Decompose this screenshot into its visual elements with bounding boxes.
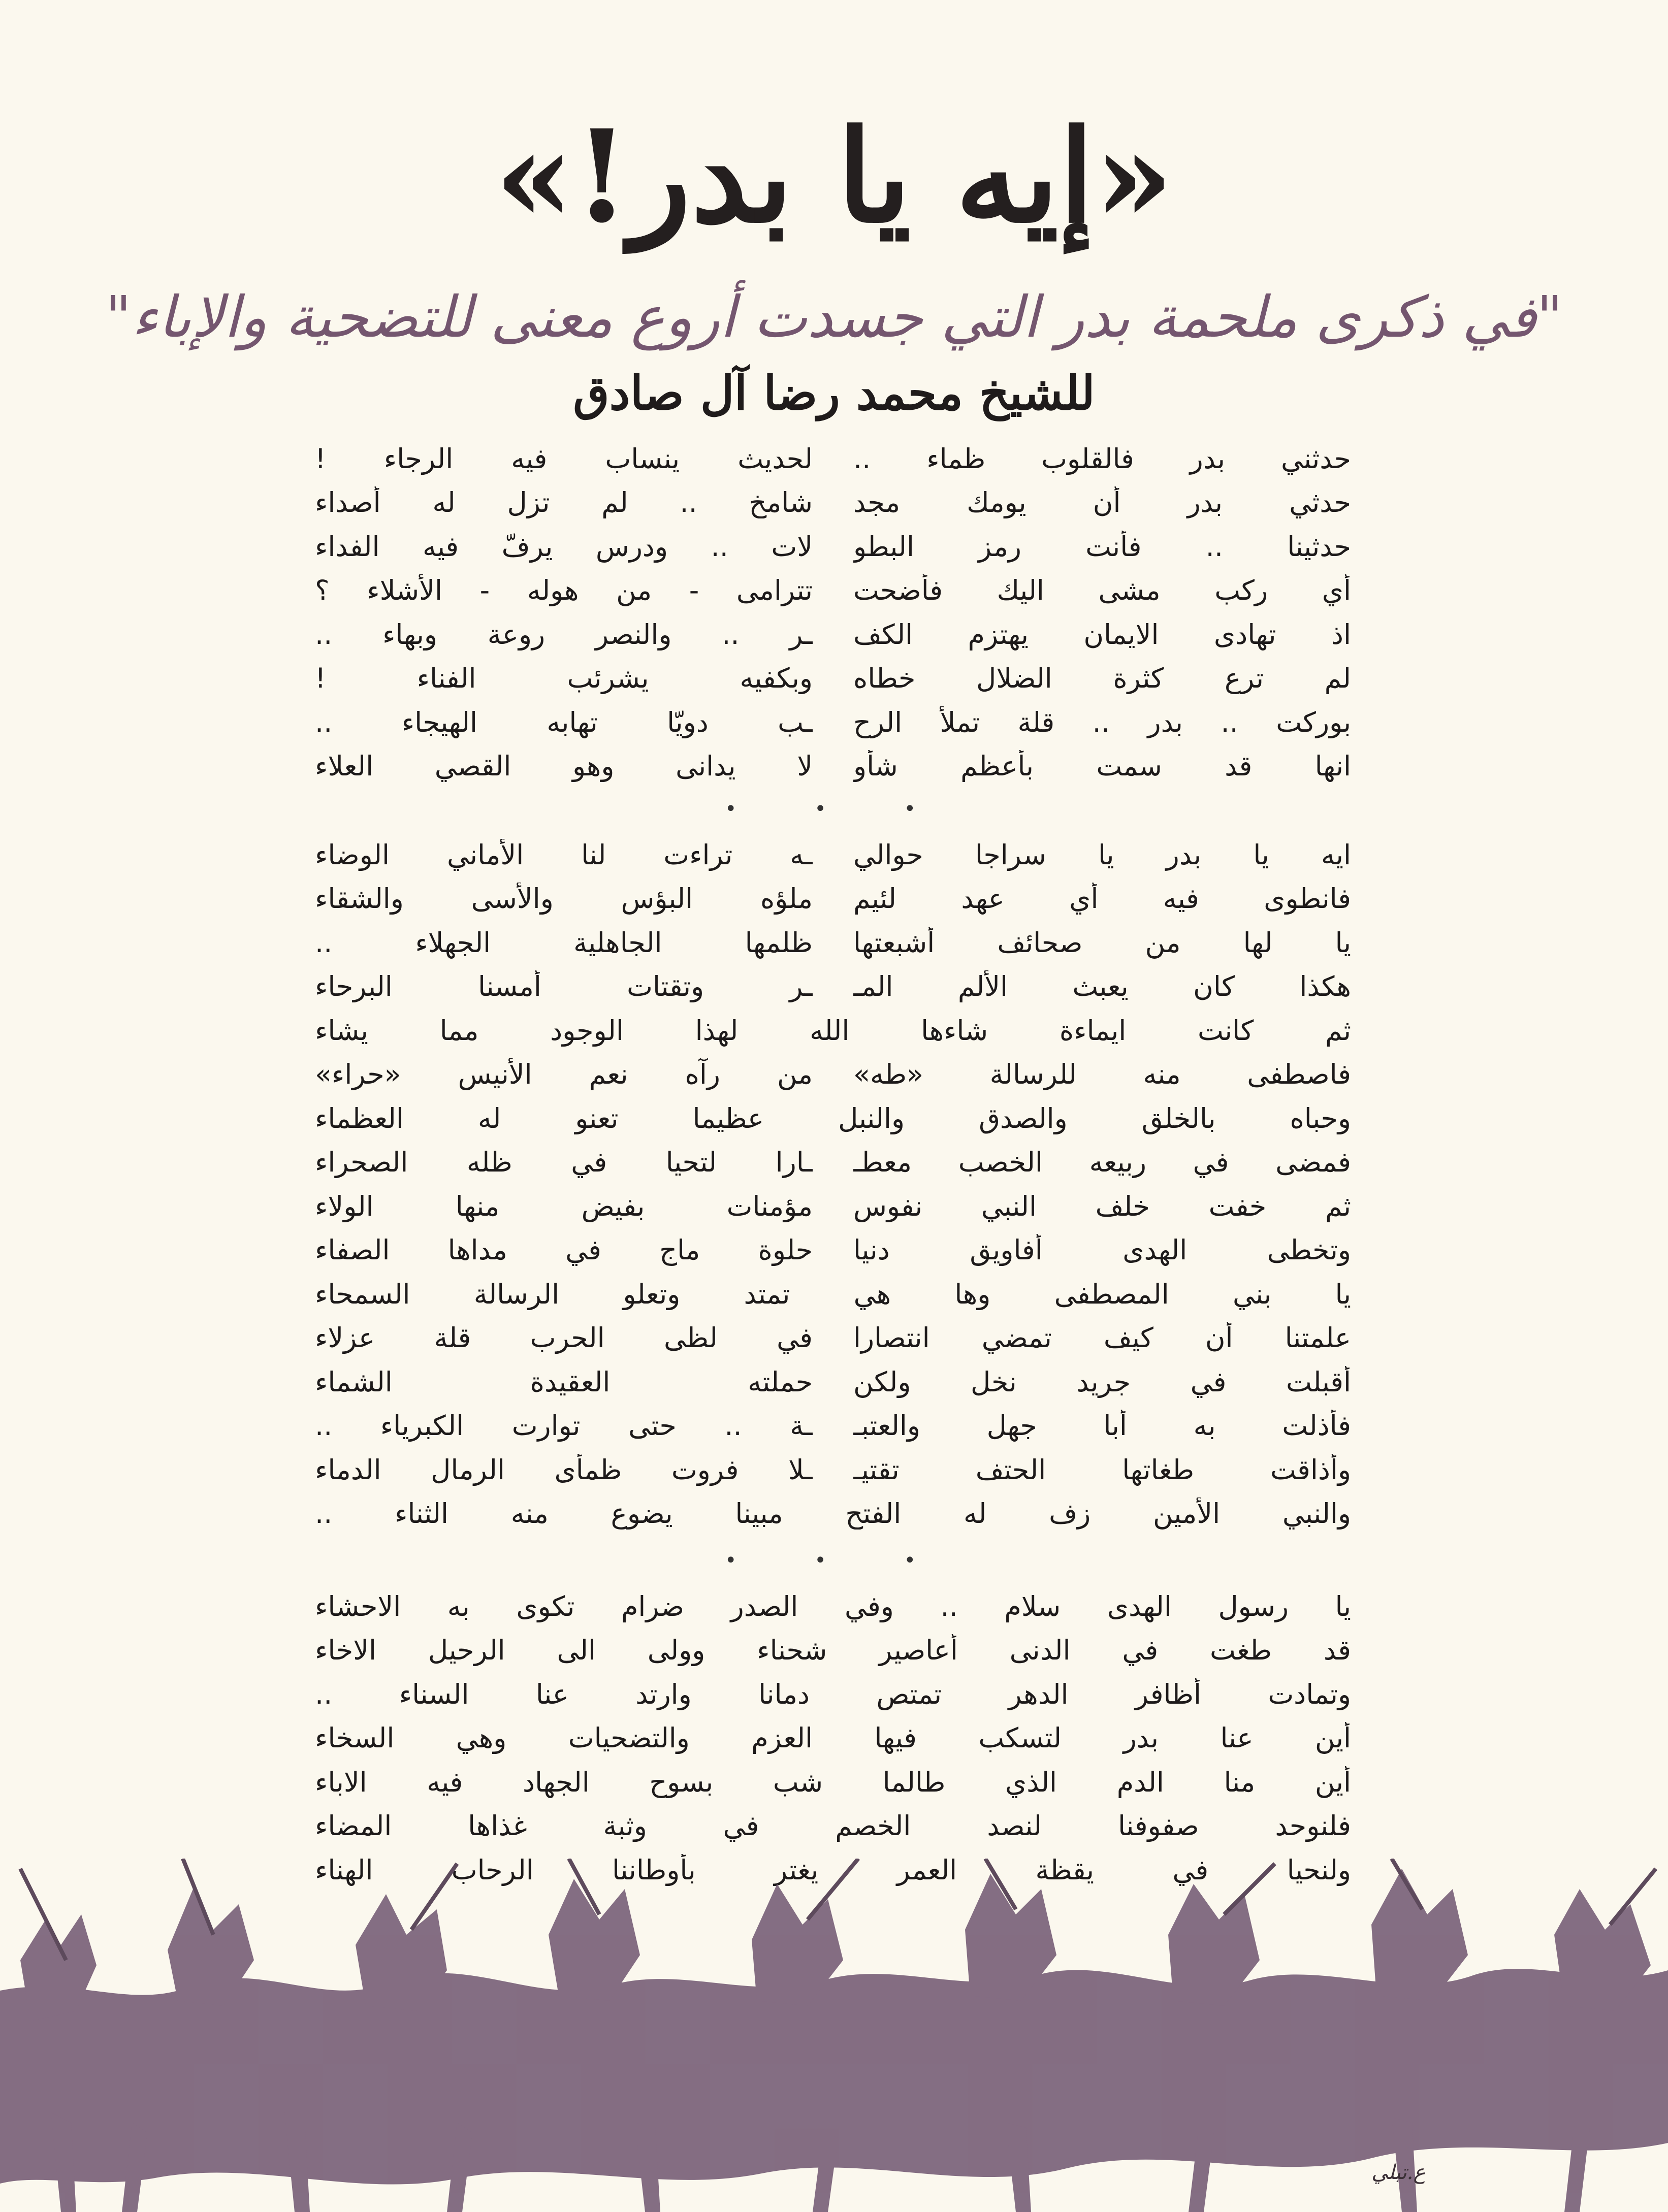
poem-line xyxy=(315,1096,1351,1141)
second-hemistich: حلوة ماج في مداها الصفاء xyxy=(315,1234,813,1266)
poem-line xyxy=(315,877,1351,921)
poem-subtitle: "في ذكرى ملحمة بدر التي جسدت أروع معنى للتضحية والإباء" xyxy=(105,284,1563,350)
second-hemistich: ظلمها الجاهلية الجهلاء .. xyxy=(315,926,813,959)
poem-line xyxy=(315,833,1351,877)
second-hemistich: ـة .. حتى توارت الكبرياء .. xyxy=(315,1410,813,1442)
full-verse: يا رسول الهدى سلام .. وفي الصدر ضرام تكوى به الاحشاء xyxy=(315,1590,1351,1622)
poem-line xyxy=(315,1009,1351,1053)
poem-line xyxy=(315,965,1351,1009)
poem-line xyxy=(315,1360,1351,1404)
artist-signature: ع.تبلي xyxy=(1371,2161,1426,2184)
second-hemistich: في لظى الحرب قلة عزلاء xyxy=(315,1322,813,1354)
full-verse: وتمادت أظافر الدهر تمتص دمانا وارتد عنا السناء .. xyxy=(315,1678,1351,1710)
second-hemistich: وبكفيه يشرئب الفناء ! xyxy=(315,662,813,695)
poem-line xyxy=(315,437,1351,481)
first-hemistich: وأذاقت طغاتها الحتف تقتيـ xyxy=(853,1453,1351,1486)
poem-line xyxy=(315,921,1351,965)
second-hemistich: حملته العقيدة الشماء xyxy=(315,1365,813,1398)
poem-line xyxy=(315,1448,1351,1492)
first-hemistich: ثم خفت خلف النبي نفوس xyxy=(853,1190,1351,1222)
poem-line xyxy=(315,1492,1351,1536)
poem-line xyxy=(315,1228,1351,1273)
first-hemistich: أقبلت في جريد نخل ولكن xyxy=(853,1365,1351,1398)
poem-line xyxy=(315,1672,1351,1716)
second-hemistich: ـر وتقتات أمسنا البرحاء xyxy=(315,970,813,1003)
first-hemistich: فاصطفى منه للرسالة «طه» xyxy=(853,1058,1351,1091)
full-verse: ولنحيا في يقظة العمر يغتر بأوطاننا الرحاب الهناء xyxy=(315,1853,1351,1886)
second-hemistich: مؤمنات بفيض منها الولاء xyxy=(315,1190,813,1222)
first-hemistich: فمضى في ربيعه الخصب معطـ xyxy=(853,1146,1351,1179)
first-hemistich: أي ركب مشى اليك فأضحت xyxy=(853,574,1351,607)
poem-line xyxy=(315,1629,1351,1673)
poem-section-3 xyxy=(315,1584,1351,1892)
first-hemistich: علمتنا أن كيف تمضي انتصارا xyxy=(853,1322,1351,1354)
full-verse: وحباه بالخلق والصدق والنبل عظيما تعنو له العظماء xyxy=(315,1102,1351,1134)
poem-line xyxy=(315,1404,1351,1448)
second-hemistich: ـب دويّا تهابه الهيجاء .. xyxy=(315,706,813,738)
second-hemistich: ـارا لتحيا في ظله الصحراء xyxy=(315,1146,813,1179)
poem-line xyxy=(315,612,1351,657)
poem-line xyxy=(315,525,1351,569)
second-hemistich: شامخ .. لم تزل له أصداء xyxy=(315,486,813,519)
poem-line xyxy=(315,700,1351,744)
full-verse: أين منا الدم الذي طالما شب بسوح الجهاد فيه الاباء xyxy=(315,1766,1351,1798)
poem-line xyxy=(315,1760,1351,1804)
full-verse: ثم كانت ايماءة شاءها الله لهذا الوجود مما يشاء xyxy=(315,1014,1351,1047)
full-verse: أين عنا بدر لتسكب فيها العزم والتضحيات وهي السخاء xyxy=(315,1722,1351,1754)
first-hemistich: لم ترع كثرة الضلال خطاه xyxy=(853,662,1351,695)
second-hemistich: تترامى - من هوله - الأشلاء ؟ xyxy=(315,574,813,607)
poem-line xyxy=(315,481,1351,525)
poem-line xyxy=(315,1584,1351,1629)
poem-line xyxy=(315,1141,1351,1185)
second-hemistich: ـه تراءت لنا الأماني الوضاء xyxy=(315,838,813,871)
first-hemistich: حدثينا .. فأنت رمز البطو xyxy=(853,530,1351,563)
first-hemistich: حدثني بدر فالقلوب ظماء .. xyxy=(853,442,1351,475)
poem-section-1 xyxy=(315,437,1351,788)
poem-line xyxy=(315,1716,1351,1761)
poem-line xyxy=(315,1053,1351,1097)
second-hemistich: من رآه نعم الأنيس «حراء» xyxy=(315,1058,813,1091)
second-hemistich: ـر .. والنصر روعة وبهاء .. xyxy=(315,618,813,650)
full-verse: والنبي الأمين زف له الفتح مبينا يضوع منه الثناء .. xyxy=(315,1498,1351,1530)
first-hemistich: يا لها من صحائف أشبعتها xyxy=(853,926,1351,959)
first-hemistich: بوركت .. بدر .. قلة تملأ الرح xyxy=(853,706,1351,738)
first-hemistich: حدثي بدر أن يومك مجد xyxy=(853,486,1351,519)
first-hemistich: انها قد سمت بأعظم شأو xyxy=(853,750,1351,783)
first-hemistich: وتخطى الهدى أفاويق دنيا xyxy=(853,1234,1351,1266)
first-hemistich: ايه يا بدر يا سراجا حوالي xyxy=(853,838,1351,871)
poem-line xyxy=(315,1184,1351,1228)
second-hemistich: لات .. ودرس يرفّ فيه الفداء xyxy=(315,530,813,563)
first-hemistich: فأذلت به أبا جهل والعتبـ xyxy=(853,1410,1351,1442)
second-hemistich: ملؤه البؤس والأسى والشقاء xyxy=(315,883,813,915)
second-hemistich: لحديث ينساب فيه الرجاء ! xyxy=(315,442,813,475)
poem-line xyxy=(315,569,1351,613)
first-hemistich: اذ تهادى الايمان يهتزم الكف xyxy=(853,618,1351,650)
poem-line xyxy=(315,1272,1351,1316)
poem-title: «إيه يا بدر!» xyxy=(494,102,1174,251)
full-verse: قد طغت في الدنى أعاصير شحناء وولى الى الرحيل الاخاء xyxy=(315,1634,1351,1667)
section-divider: • • • xyxy=(724,797,952,821)
poem-section-2 xyxy=(315,833,1351,1536)
first-hemistich: هكذا كان يعبث الألم المـ xyxy=(853,970,1351,1003)
second-hemistich: لا يدانى وهو القصي العلاء xyxy=(315,750,813,783)
full-verse: يا بني المصطفى وها هي تمتد وتعلو الرسالة السمحاء xyxy=(315,1278,1351,1310)
poem-line xyxy=(315,1804,1351,1848)
section-divider: • • • xyxy=(724,1549,952,1572)
poem-line xyxy=(315,1316,1351,1360)
poem-line xyxy=(315,657,1351,701)
battle-illustration xyxy=(0,1859,1668,2212)
second-hemistich: ـلا فروت ظمأى الرمال الدماء xyxy=(315,1453,813,1486)
poem-line xyxy=(315,744,1351,789)
full-verse: فلنوحد صفوفنا لنصد الخصم في وثبة غذاها المضاء xyxy=(315,1810,1351,1842)
poem-author: للشيخ محمد رضا آل صادق xyxy=(573,366,1095,420)
first-hemistich: فانطوى فيه أي عهد لئيم xyxy=(853,883,1351,915)
